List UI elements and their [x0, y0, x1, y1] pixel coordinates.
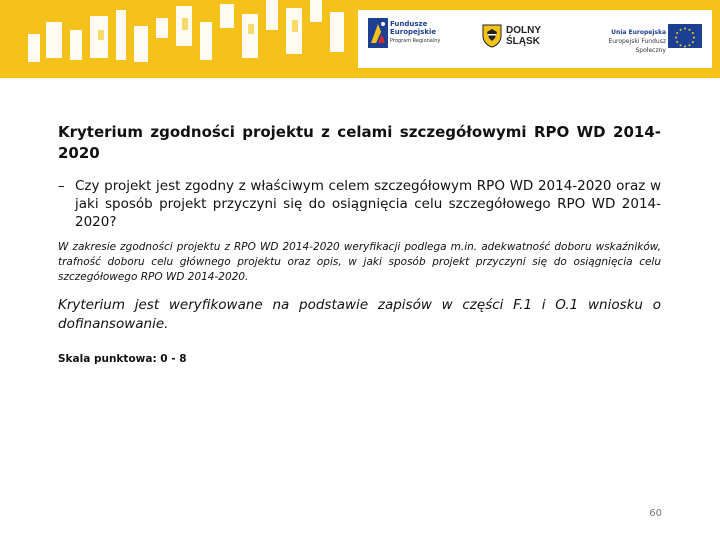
decorative-building-shapes [0, 0, 360, 78]
funds-europe-logo-icon [368, 18, 388, 48]
question-bullet [58, 177, 661, 231]
funds-europe-line1: Fundusze [390, 20, 428, 28]
question-text: Czy projekt jest zgodny z właściwym celem szczegółowym RPO WD 2014-2020 oraz w jaki sposób projekt przyczyni się do osiągnięcia celu szczegółowego RPO WD 2014-2020? [75, 178, 661, 230]
lower-silesia-line1: DOLNY [506, 25, 541, 36]
header-banner [0, 0, 720, 78]
european-union-label [586, 28, 666, 55]
european-union-line1: Unia Europejska [611, 29, 666, 36]
funds-europe-label [390, 20, 460, 45]
slide-heading: Kryterium zgodności projektu z celami szczegółowymi RPO WD 2014-2020 [58, 123, 661, 162]
point-scale: Skala punktowa: 0 - 8 [58, 353, 187, 365]
funds-europe-subtitle: Program Regionalny [390, 38, 441, 44]
verification-note: W zakresie zgodności projektu z RPO WD 2014-2020 weryfikacji podlega m.in. adekwatność doboru wskaźników, trafność doboru celu głównego projektu oraz opis, w jaki sposób projekt przyczyni się do osiągnięcia celu szczegółowego RPO WD 2014-2020. [58, 241, 661, 283]
eu-flag-icon [668, 24, 702, 48]
lower-silesia-crest-icon [482, 24, 502, 48]
bullet-dash: – [58, 178, 65, 194]
european-union-line2: Europejski Fundusz Społeczny [608, 38, 666, 54]
funds-europe-line2: Europejskie [390, 28, 437, 36]
criterion-basis: Kryterium jest weryfikowane na podstawie zapisów w części F.1 i O.1 wniosku o dofinansowanie. [58, 297, 661, 332]
page-number: 60 [649, 508, 662, 519]
lower-silesia-label [506, 25, 566, 47]
lower-silesia-line2: ŚLĄSK [506, 36, 540, 47]
